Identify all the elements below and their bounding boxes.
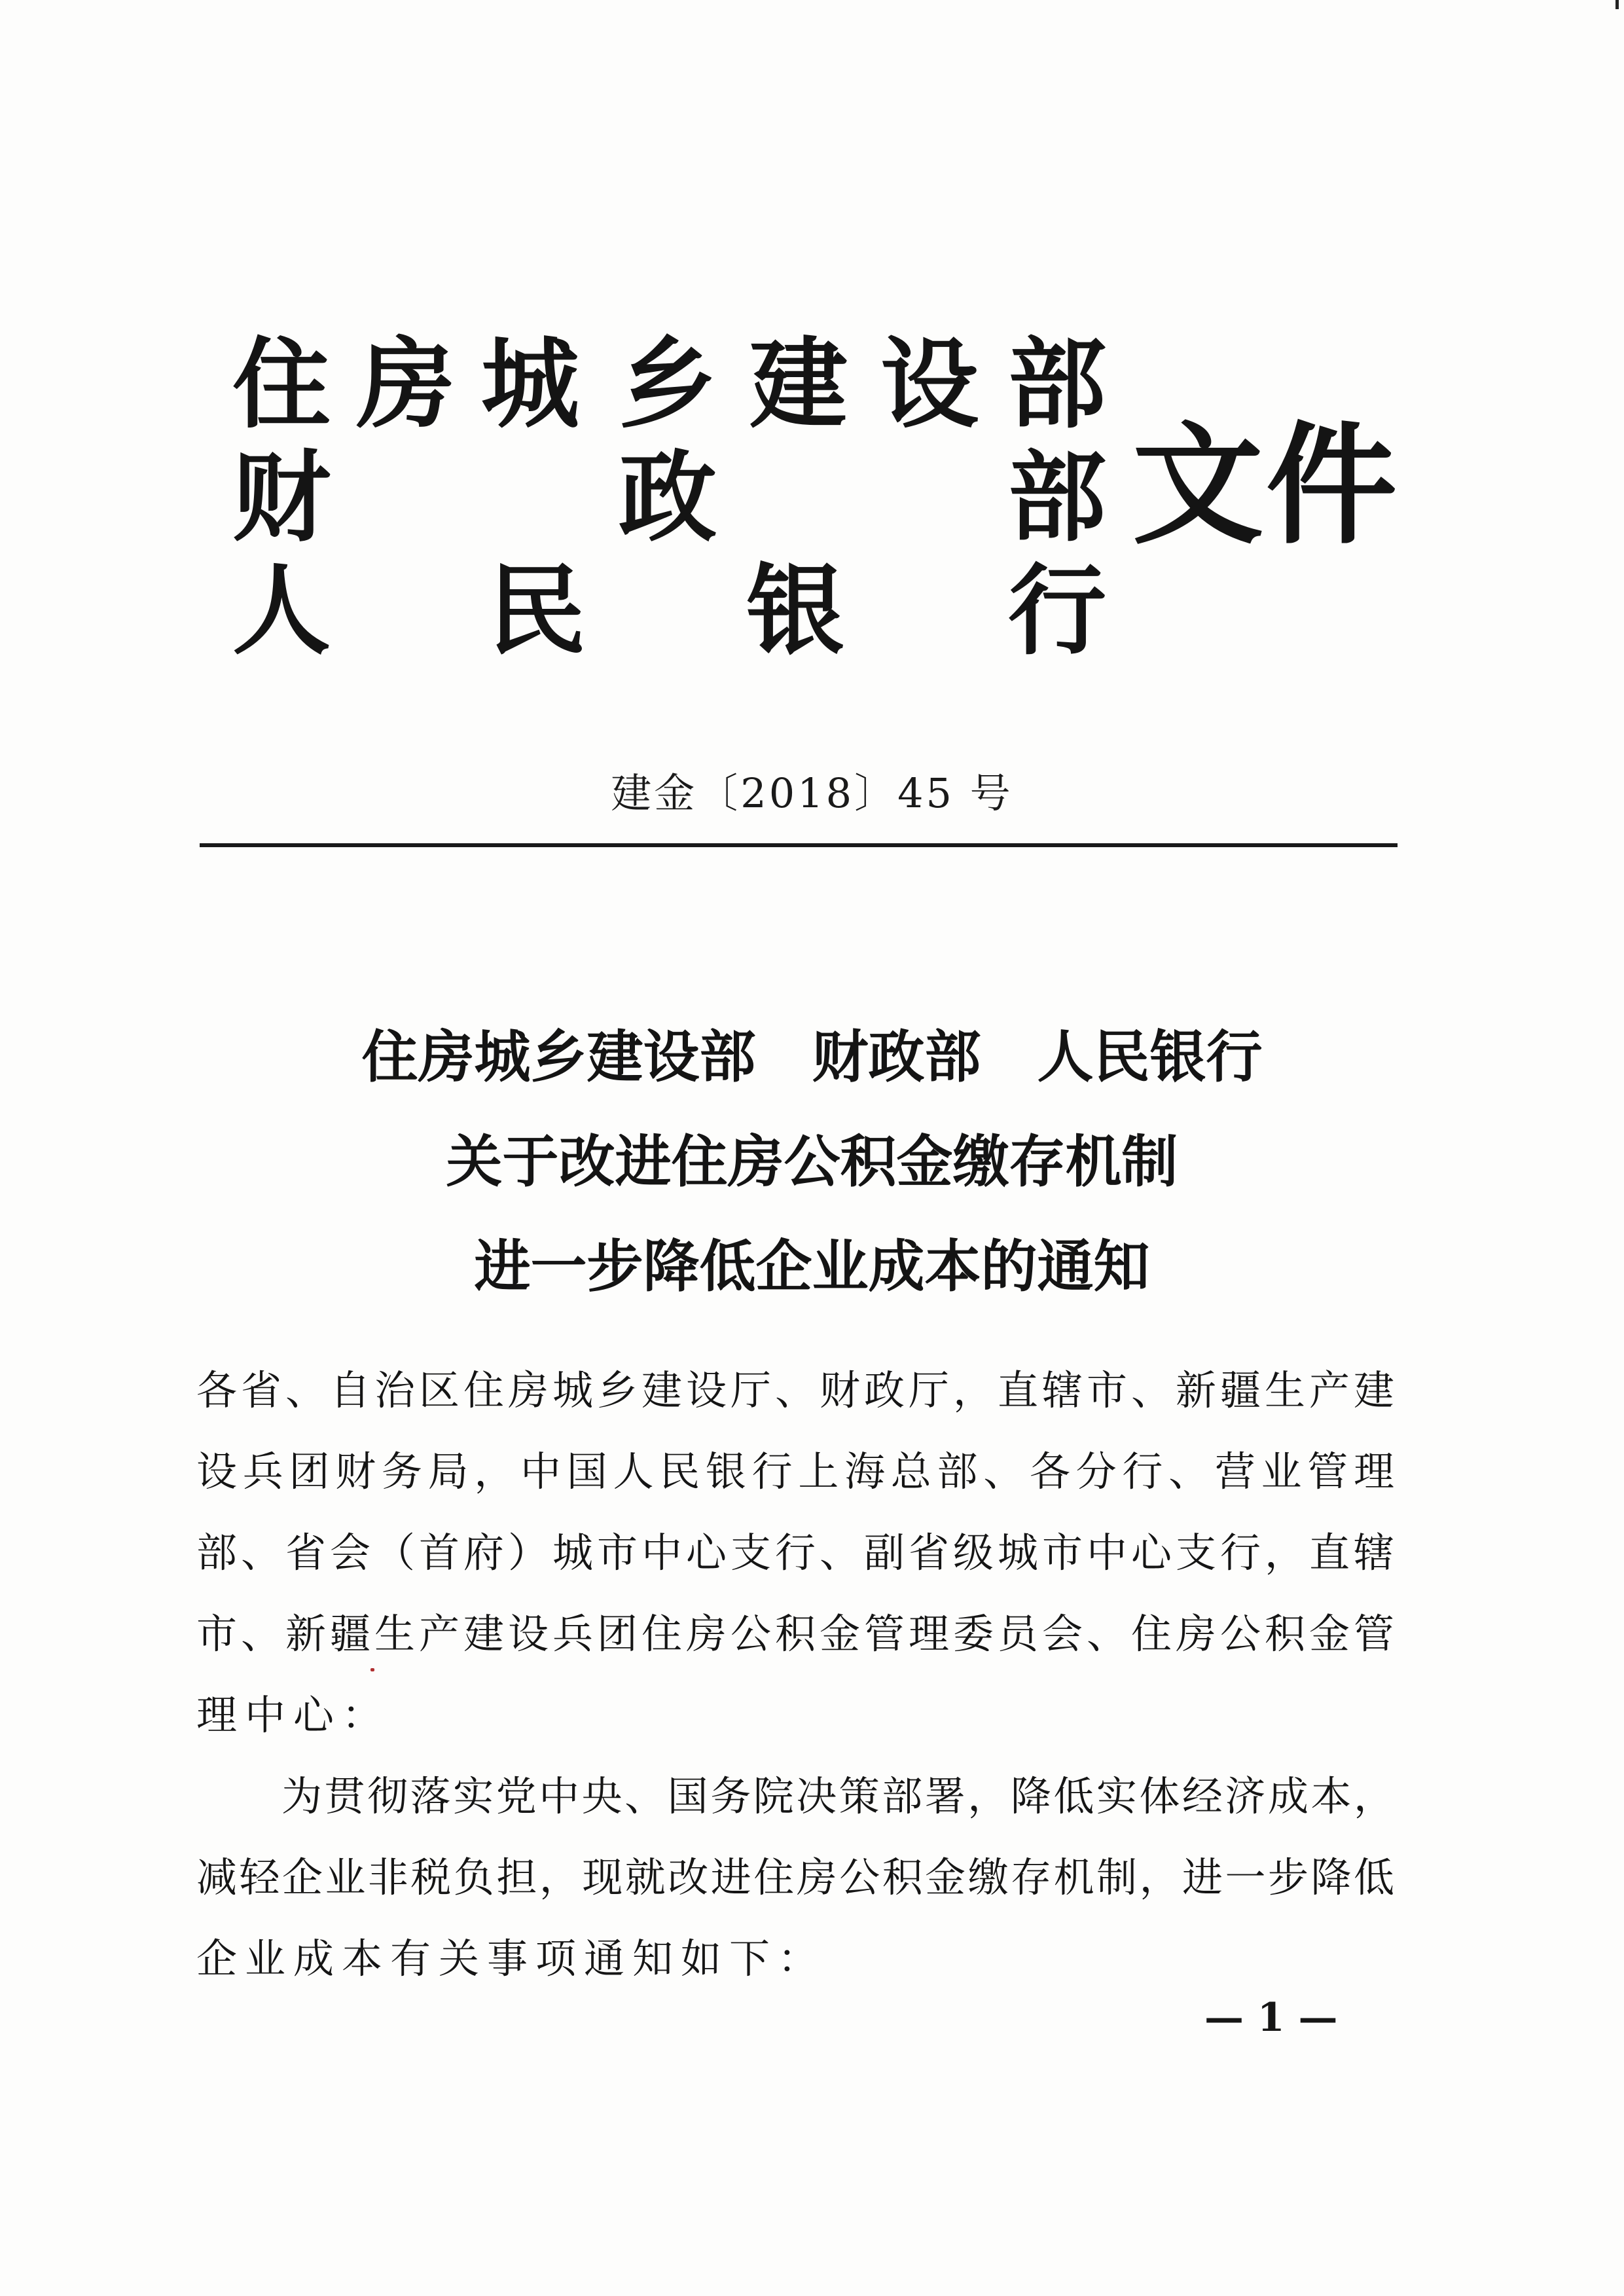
- issuer-row1-char: 房: [357, 327, 456, 442]
- issuer-row1-char: 城: [481, 327, 580, 442]
- title-line: 关于改进住房公积金缴存机制: [446, 1129, 1178, 1195]
- issuer-row1-char: 设: [880, 327, 979, 442]
- issuer-row3-char: 银: [746, 553, 845, 668]
- doc-type-label: 文件: [1132, 409, 1400, 562]
- issuer-row2-char: 财: [232, 440, 331, 555]
- issuer-header: [0, 0, 1624, 687]
- issuer-row1-char: 乡: [619, 327, 717, 442]
- issuer-row1-char: 住: [232, 327, 331, 442]
- issuer-row1-char: 部: [1008, 327, 1107, 442]
- issuer-row2-char: 部: [1008, 440, 1107, 555]
- page-number: — 1 —: [1204, 1995, 1338, 2041]
- title-line: 住房城乡建设部 财政部 人民银行: [361, 1024, 1263, 1090]
- paragraph-line: 企业成本有关事项通知如下：: [196, 1935, 827, 1982]
- recipients-line: 理中心：: [196, 1691, 391, 1739]
- scan-speck: [370, 1668, 374, 1671]
- document-number: 建金〔2018〕45 号: [611, 769, 1013, 817]
- paragraph-line: 减轻企业非税负担，现就改进住房公积金缴存机制，进一步降低: [196, 1853, 1394, 1901]
- issuer-row3-char: 行: [1008, 553, 1107, 668]
- recipients-line: 各省、自治区住房城乡建设厅、财政厅，直辖市、新疆生产建: [196, 1366, 1394, 1414]
- issuer-row1-char: 建: [749, 327, 848, 442]
- paragraph-line: 为贯彻落实党中央、国务院决策部署，降低实体经济成本，: [281, 1772, 1394, 1820]
- issuer-row2-char: 政: [619, 440, 717, 555]
- issuer-row3-char: 民: [488, 553, 586, 668]
- issuer-row3-char: 人: [232, 553, 331, 668]
- recipients-line: 市、新疆生产建设兵团住房公积金管理委员会、住房公积金管: [196, 1610, 1394, 1658]
- header-divider-rule: [200, 843, 1398, 847]
- recipients-block: [196, 1350, 1394, 1756]
- recipients-line: 设兵团财务局，中国人民银行上海总部、各分行、营业管理: [196, 1448, 1394, 1495]
- document-body: [196, 1350, 1394, 1999]
- title-line: 进一步降低企业成本的通知: [474, 1233, 1150, 1300]
- document-title: [0, 1005, 1624, 1319]
- paragraph-intro: [196, 1756, 1394, 1999]
- recipients-line: 部、省会（首府）城市中心支行、副省级城市中心支行，直辖: [196, 1529, 1394, 1576]
